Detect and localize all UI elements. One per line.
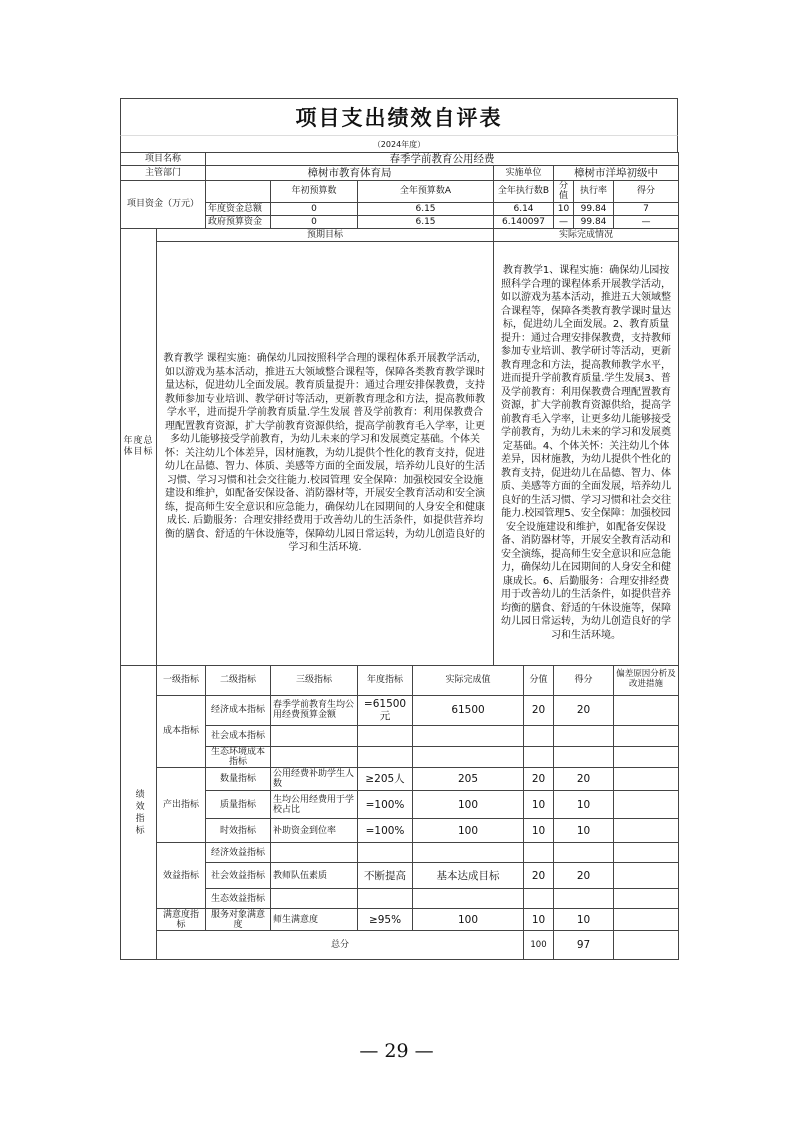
cost-analysis [614,695,679,725]
cost-l3: 春季学前教育生均公用经费预算金额 [271,695,358,725]
dept-value: 樟树市教育体育局 [206,166,494,181]
funds-row-name: 政府预算资金 [206,215,271,228]
funds-header-score-value: 分值 [554,181,574,203]
funds-header-annual: 全年预算数A [358,181,494,203]
perf-label: 绩效指标 [121,665,157,960]
benefit-target [358,889,413,909]
total-label: 总分 [157,931,524,960]
funds-row-executed: 6.140097 [494,215,554,228]
satisfaction-analysis [614,909,679,931]
output-analysis [614,819,679,843]
satisfaction-l1: 满意度指标 [157,909,206,931]
cost-score: 20 [554,695,614,725]
satisfaction-target: ≥95% [358,909,413,931]
goals-actual-header: 实际完成情况 [494,228,679,241]
cost-value [524,746,554,768]
cost-l3 [271,746,358,768]
funds-row-initial: 0 [271,215,358,228]
perf-header-l2: 二级指标 [206,665,271,695]
goals-expected-text: 教育教学 课程实施：确保幼儿园按照科学合理的课程体系开展教学活动，如以游戏为基本活动，推进五大领域整合课程等，保障各类教育教学课时量达标，促进幼儿全面发展。教育质量提升：通过合理安排保教费，支持教师参加专业培训、教学研讨等活动，更新教育理念和方法，提高教师教学水平，进而提升学前教育质量.学生发展 普及学前教育：利用保教费合理配置教育资源，扩大学前教育资源供给，提高学前教育毛入学率，让更多幼儿能够接受学前教育，为幼儿未来的学习和发展奠定基础。个体关怀：关注幼儿个体差异，因材施教，为幼儿提供个性化的教育支持，促进幼儿在品德、智力、体质、美感等方面的全面发展，培养幼儿良好的生活习惯、学习习惯和社会交往能力.校园管理 安全保障：加强校园安全设施建设和维护，如配备安保设备、消防器材等，开展安全教育活动和安全演练，提高师生安全意识和应急能力，确保幼儿在园期间的人身安全和健康成长. 后勤服务：合理安排经费用于改善幼儿的生活条件，如提供营养均衡的膳食、舒适的午休设施等，保障幼儿园日常运转，为幼儿创造良好的学习和生活环境. [157,241,494,665]
satisfaction-value: 10 [524,909,554,931]
benefit-l3: 教师队伍素质 [271,863,358,889]
report-year: （2024年度） [120,135,678,152]
satisfaction-l3: 师生满意度 [271,909,358,931]
output-l2: 质量指标 [206,791,271,819]
total-analysis [614,931,679,960]
performance-table [120,98,678,960]
cost-l2: 社会成本指标 [206,725,271,746]
cost-value: 20 [524,695,554,725]
perf-header-analysis: 偏差原因分析及改进措施 [614,665,679,695]
benefit-analysis [614,889,679,909]
cost-l3 [271,725,358,746]
cost-actual: 61500 [413,695,524,725]
benefit-actual [413,843,524,863]
cost-actual [413,725,524,746]
perf-header-l3: 三级指标 [271,665,358,695]
funds-row-rate: 99.84 [574,215,614,228]
unit-label: 实施单位 [494,166,554,181]
benefit-value [524,843,554,863]
funds-row-annual: 6.15 [358,202,494,215]
satisfaction-l2: 服务对象满意度 [206,909,271,931]
funds-header-blank [206,181,271,203]
funds-row-initial: 0 [271,202,358,215]
output-actual: 100 [413,819,524,843]
funds-row-score: 7 [614,202,679,215]
goals-label: 年度总体目标 [121,228,157,665]
perf-header-value: 分值 [524,665,554,695]
funds-header-executed: 全年执行数B [494,181,554,203]
goals-actual-text: 教育教学1、课程实施：确保幼儿园按照科学合理的课程体系开展教学活动，如以游戏为基本活动，推进五大领域整合课程等，保障各类教育教学课时量达标，促进幼儿全面发展。2、教育质量提升：通过合理安排保教费，支持教师参加专业培训、教学研讨等活动，更新教育理念和方法，提高教师教学水平，进而提升学前教育质量.学生发展3、普及学前教育：利用保教费合理配置教育资源，扩大学前教育资源供给，提高学前教育毛入学率，让更多幼儿能够接受学前教育，为幼儿未来的学习和发展奠定基础。4、个体关怀：关注幼儿个体差异，因材施教，为幼儿提供个性化的教育支持，促进幼儿在品德、智力、体质、美感等方面的全面发展，培养幼儿良好的生活习惯、学习习惯和社会交往能力.校园管理5、安全保障：加强校园安全设施建设和维护，如配备安保设备、消防器材等，开展安全教育活动和安全演练，提高师生安全意识和应急能力，确保幼儿在园期间的人身安全和健康成长。6、后勤服务：合理安排经费用于改善幼儿的生活条件，如提供营养均衡的膳食、舒适的午休设施等，保障幼儿园日常运转，为幼儿创造良好的学习和生活环境。 [494,241,679,665]
benefit-l3 [271,889,358,909]
output-score: 20 [554,768,614,791]
benefit-l2: 生态效益指标 [206,889,271,909]
funds-label: 项目资金（万元） [121,181,206,229]
output-analysis [614,791,679,819]
perf-header-score: 得分 [554,665,614,695]
page-title: 项目支出绩效自评表 [120,98,678,135]
output-target: ≥205人 [358,768,413,791]
output-actual: 205 [413,768,524,791]
benefit-score: 20 [554,863,614,889]
cost-value [524,725,554,746]
unit-value: 樟树市洋埠初级中 [554,166,679,181]
total-score: 97 [554,931,614,960]
benefit-actual [413,889,524,909]
benefit-score [554,889,614,909]
cost-analysis [614,725,679,746]
project-name-label: 项目名称 [121,153,206,166]
cost-target [358,746,413,768]
evaluation-grid [120,152,679,960]
cost-analysis [614,746,679,768]
project-name-value: 春季学前教育公用经费 [206,153,679,166]
cost-l2: 经济成本指标 [206,695,271,725]
cost-l2: 生态环境成本指标 [206,746,271,768]
cost-target [358,725,413,746]
output-value: 10 [524,819,554,843]
cost-l1: 成本指标 [157,695,206,768]
output-actual: 100 [413,791,524,819]
output-target: =100% [358,819,413,843]
funds-header-initial: 年初预算数 [271,181,358,203]
output-l3: 生均公用经费用于学校占比 [271,791,358,819]
benefit-actual: 基本达成目标 [413,863,524,889]
output-l2: 数量指标 [206,768,271,791]
funds-row-score: — [614,215,679,228]
perf-header-target: 年度指标 [358,665,413,695]
funds-row-executed: 6.14 [494,202,554,215]
output-target: =100% [358,791,413,819]
benefit-analysis [614,843,679,863]
funds-row-score-value: 10 [554,202,574,215]
benefit-l1: 效益指标 [157,843,206,909]
funds-row-score-value: — [554,215,574,228]
page-number: — 29 — [359,1040,434,1062]
benefit-score [554,843,614,863]
satisfaction-actual: 100 [413,909,524,931]
output-score: 10 [554,819,614,843]
output-l1: 产出指标 [157,768,206,843]
benefit-l2: 社会效益指标 [206,863,271,889]
dept-label: 主管部门 [121,166,206,181]
benefit-l3 [271,843,358,863]
output-value: 20 [524,768,554,791]
benefit-value: 20 [524,863,554,889]
funds-row-annual: 6.15 [358,215,494,228]
total-value: 100 [524,931,554,960]
perf-header-l1: 一级指标 [157,665,206,695]
output-score: 10 [554,791,614,819]
benefit-value [524,889,554,909]
cost-score [554,725,614,746]
funds-row-rate: 99.84 [574,202,614,215]
output-l2: 时效指标 [206,819,271,843]
benefit-target [358,843,413,863]
funds-header-score: 得分 [614,181,679,203]
funds-row-name: 年度资金总额 [206,202,271,215]
output-l3: 补助资金到位率 [271,819,358,843]
goals-expected-header: 预期目标 [157,228,494,241]
cost-target: =61500元 [358,695,413,725]
satisfaction-score: 10 [554,909,614,931]
cost-score [554,746,614,768]
output-value: 10 [524,791,554,819]
benefit-analysis [614,863,679,889]
output-analysis [614,768,679,791]
perf-header-actual: 实际完成值 [413,665,524,695]
cost-actual [413,746,524,768]
benefit-target: 不断提高 [358,863,413,889]
benefit-l2: 经济效益指标 [206,843,271,863]
output-l3: 公用经费补助学生人数 [271,768,358,791]
funds-header-rate: 执行率 [574,181,614,203]
